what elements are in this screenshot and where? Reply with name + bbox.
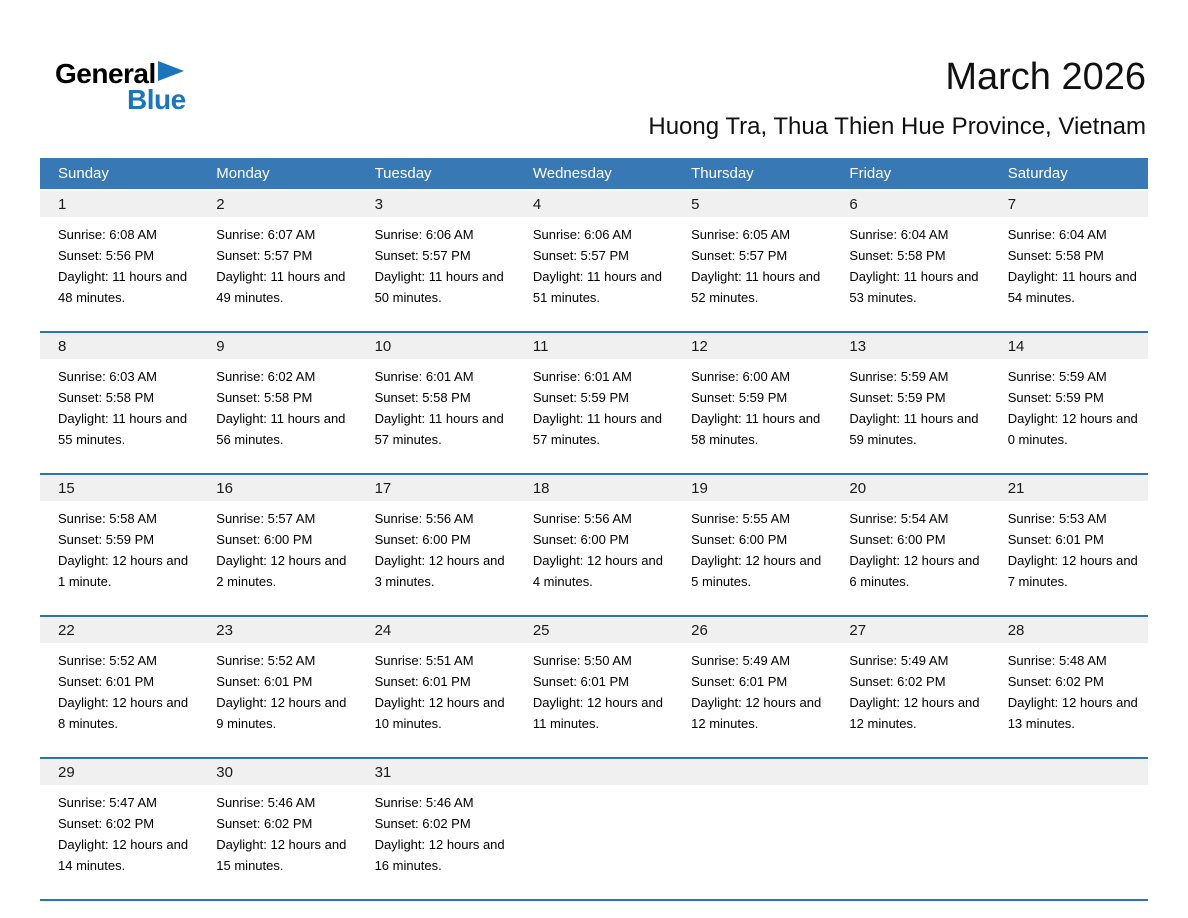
day-details xyxy=(40,785,198,876)
day-number: 18 xyxy=(515,475,673,501)
day-details xyxy=(40,501,198,592)
day-cell-23 xyxy=(198,617,356,757)
day-number: 6 xyxy=(831,191,989,217)
day-details xyxy=(515,643,673,734)
day-details xyxy=(198,785,356,876)
sunrise-text: Sunrise: 5:54 AM xyxy=(849,511,949,526)
day-number: 10 xyxy=(357,333,515,359)
daylight-text: Daylight: 12 hours and 14 minutes. xyxy=(58,837,189,873)
daylight-text: Daylight: 11 hours and 55 minutes. xyxy=(58,411,188,447)
daylight-text: Daylight: 12 hours and 9 minutes. xyxy=(216,695,347,731)
sunset-text: Sunset: 6:02 PM xyxy=(58,816,155,831)
day-details xyxy=(40,359,198,450)
sunrise-text: Sunrise: 5:46 AM xyxy=(216,795,316,810)
sunset-text: Sunset: 5:59 PM xyxy=(1007,390,1104,405)
daylight-text: Daylight: 11 hours and 49 minutes. xyxy=(216,269,346,305)
daylight-text: Daylight: 12 hours and 11 minutes. xyxy=(532,695,663,731)
day-number: 30 xyxy=(198,759,356,785)
sunset-text: Sunset: 5:58 PM xyxy=(849,248,946,263)
sunset-text: Sunset: 5:57 PM xyxy=(216,248,313,263)
day-details xyxy=(198,643,356,734)
sunset-text: Sunset: 6:02 PM xyxy=(849,674,946,689)
day-cell-empty xyxy=(673,759,831,899)
day-cell-3 xyxy=(357,191,515,331)
sunset-text: Sunset: 6:00 PM xyxy=(532,532,629,547)
day-cell-5 xyxy=(673,191,831,331)
sunrise-text: Sunrise: 6:01 AM xyxy=(532,369,632,384)
day-number: 2 xyxy=(198,191,356,217)
day-cell-13 xyxy=(831,333,989,473)
sunset-text: Sunset: 6:00 PM xyxy=(691,532,788,547)
sunrise-text: Sunrise: 5:58 AM xyxy=(58,511,157,526)
sunrise-text: Sunrise: 5:52 AM xyxy=(58,653,157,668)
daylight-text: Daylight: 12 hours and 4 minutes. xyxy=(532,553,663,589)
sunset-text: Sunset: 6:00 PM xyxy=(216,532,313,547)
day-number xyxy=(515,759,673,785)
general-blue-logo xyxy=(55,60,186,114)
day-number: 29 xyxy=(40,759,198,785)
day-cell-12 xyxy=(673,333,831,473)
sunset-text: Sunset: 6:01 PM xyxy=(1007,532,1104,547)
sunrise-text: Sunrise: 5:53 AM xyxy=(1007,511,1107,526)
day-number: 25 xyxy=(515,617,673,643)
sunset-text: Sunset: 6:02 PM xyxy=(374,816,471,831)
sunrise-text: Sunrise: 6:07 AM xyxy=(216,227,316,242)
day-cell-empty xyxy=(515,759,673,899)
day-details xyxy=(198,501,356,592)
day-details xyxy=(357,217,515,308)
day-details xyxy=(673,643,831,734)
daylight-text: Daylight: 12 hours and 8 minutes. xyxy=(58,695,189,731)
day-cell-empty xyxy=(831,759,989,899)
sunrise-text: Sunrise: 6:06 AM xyxy=(374,227,474,242)
day-details xyxy=(673,359,831,450)
day-details xyxy=(198,359,356,450)
weekday-header-monday: Monday xyxy=(216,165,270,182)
day-cell-26 xyxy=(673,617,831,757)
logo-blue-text: Blue xyxy=(127,84,186,115)
sunset-text: Sunset: 5:58 PM xyxy=(216,390,313,405)
day-number: 16 xyxy=(198,475,356,501)
week-row xyxy=(40,191,1148,333)
weekday-header-tuesday: Tuesday xyxy=(374,165,432,182)
day-cell-17 xyxy=(357,475,515,615)
sunrise-text: Sunrise: 6:06 AM xyxy=(532,227,632,242)
sunrise-text: Sunrise: 6:00 AM xyxy=(691,369,791,384)
day-number: 17 xyxy=(357,475,515,501)
day-cell-22 xyxy=(40,617,198,757)
sunrise-text: Sunrise: 5:55 AM xyxy=(691,511,791,526)
day-number xyxy=(673,759,831,785)
weeks-container xyxy=(40,191,1148,901)
sunrise-text: Sunrise: 5:49 AM xyxy=(849,653,949,668)
sunrise-text: Sunrise: 5:50 AM xyxy=(532,653,632,668)
sunrise-text: Sunrise: 5:52 AM xyxy=(216,653,316,668)
sunset-text: Sunset: 5:57 PM xyxy=(532,248,629,263)
header-titles xyxy=(648,56,1146,141)
sunrise-text: Sunrise: 6:08 AM xyxy=(58,227,157,242)
day-cell-7 xyxy=(990,191,1148,331)
day-number xyxy=(990,759,1148,785)
daylight-text: Daylight: 11 hours and 57 minutes. xyxy=(532,411,662,447)
day-number: 20 xyxy=(831,475,989,501)
daylight-text: Daylight: 11 hours and 52 minutes. xyxy=(691,269,821,305)
day-number: 22 xyxy=(40,617,198,643)
sunset-text: Sunset: 6:01 PM xyxy=(532,674,629,689)
daylight-text: Daylight: 11 hours and 54 minutes. xyxy=(1007,269,1137,305)
sunrise-text: Sunrise: 6:05 AM xyxy=(691,227,791,242)
daylight-text: Daylight: 12 hours and 15 minutes. xyxy=(216,837,347,873)
day-details xyxy=(673,217,831,308)
daylight-text: Daylight: 11 hours and 56 minutes. xyxy=(216,411,346,447)
day-cell-18 xyxy=(515,475,673,615)
sunset-text: Sunset: 5:59 PM xyxy=(532,390,629,405)
sunset-text: Sunset: 5:56 PM xyxy=(58,248,155,263)
daylight-text: Daylight: 12 hours and 3 minutes. xyxy=(374,553,505,589)
daylight-text: Daylight: 12 hours and 12 minutes. xyxy=(691,695,822,731)
day-details xyxy=(40,217,198,308)
sunset-text: Sunset: 6:00 PM xyxy=(374,532,471,547)
sunrise-text: Sunrise: 6:03 AM xyxy=(58,369,157,384)
day-details xyxy=(990,359,1148,450)
sunset-text: Sunset: 6:01 PM xyxy=(216,674,313,689)
week-row xyxy=(40,333,1148,475)
weekday-header-saturday: Saturday xyxy=(1007,165,1068,182)
daylight-text: Daylight: 12 hours and 1 minute. xyxy=(58,553,189,589)
day-number: 12 xyxy=(673,333,831,359)
day-cell-6 xyxy=(831,191,989,331)
sunrise-text: Sunrise: 5:47 AM xyxy=(58,795,157,810)
sunset-text: Sunset: 6:02 PM xyxy=(216,816,313,831)
day-cell-21 xyxy=(990,475,1148,615)
day-details xyxy=(357,643,515,734)
day-details xyxy=(357,785,515,876)
sunrise-text: Sunrise: 5:49 AM xyxy=(691,653,791,668)
sunset-text: Sunset: 5:58 PM xyxy=(58,390,155,405)
week-row xyxy=(40,759,1148,901)
sunrise-text: Sunrise: 6:04 AM xyxy=(1007,227,1107,242)
day-details xyxy=(357,359,515,450)
day-number: 24 xyxy=(357,617,515,643)
daylight-text: Daylight: 12 hours and 5 minutes. xyxy=(691,553,822,589)
day-number: 27 xyxy=(831,617,989,643)
week-row xyxy=(40,475,1148,617)
day-number: 8 xyxy=(40,333,198,359)
day-cell-31 xyxy=(357,759,515,899)
day-details xyxy=(515,217,673,308)
day-details xyxy=(990,217,1148,308)
day-cell-11 xyxy=(515,333,673,473)
day-cell-15 xyxy=(40,475,198,615)
day-number: 11 xyxy=(515,333,673,359)
daylight-text: Daylight: 12 hours and 0 minutes. xyxy=(1007,411,1138,447)
day-cell-28 xyxy=(990,617,1148,757)
weekday-header-sunday: Sunday xyxy=(58,165,109,182)
day-number: 5 xyxy=(673,191,831,217)
daylight-text: Daylight: 11 hours and 48 minutes. xyxy=(58,269,188,305)
day-cell-9 xyxy=(198,333,356,473)
day-number: 23 xyxy=(198,617,356,643)
day-cell-19 xyxy=(673,475,831,615)
logo-flag-icon xyxy=(158,61,184,81)
sunset-text: Sunset: 5:59 PM xyxy=(849,390,946,405)
day-number xyxy=(831,759,989,785)
month-title: March 2026 xyxy=(945,56,1146,98)
day-details xyxy=(831,501,989,592)
sunrise-text: Sunrise: 5:56 AM xyxy=(532,511,632,526)
daylight-text: Daylight: 12 hours and 10 minutes. xyxy=(374,695,505,731)
sunrise-text: Sunrise: 6:02 AM xyxy=(216,369,316,384)
sunset-text: Sunset: 6:01 PM xyxy=(374,674,471,689)
sunset-text: Sunset: 5:59 PM xyxy=(691,390,788,405)
day-cell-14 xyxy=(990,333,1148,473)
day-number: 26 xyxy=(673,617,831,643)
day-cell-30 xyxy=(198,759,356,899)
day-details xyxy=(357,501,515,592)
day-cell-4 xyxy=(515,191,673,331)
daylight-text: Daylight: 11 hours and 50 minutes. xyxy=(374,269,504,305)
day-details xyxy=(831,643,989,734)
sunset-text: Sunset: 6:00 PM xyxy=(849,532,946,547)
day-details xyxy=(990,643,1148,734)
sunset-text: Sunset: 6:01 PM xyxy=(691,674,788,689)
sunrise-text: Sunrise: 5:56 AM xyxy=(374,511,474,526)
sunrise-text: Sunrise: 5:59 AM xyxy=(1007,369,1107,384)
sunset-text: Sunset: 6:01 PM xyxy=(58,674,155,689)
sunrise-text: Sunrise: 5:51 AM xyxy=(374,653,474,668)
day-details xyxy=(673,501,831,592)
sunrise-text: Sunrise: 5:57 AM xyxy=(216,511,316,526)
day-cell-8 xyxy=(40,333,198,473)
daylight-text: Daylight: 11 hours and 53 minutes. xyxy=(849,269,979,305)
day-details xyxy=(515,359,673,450)
daylight-text: Daylight: 11 hours and 57 minutes. xyxy=(374,411,504,447)
day-cell-24 xyxy=(357,617,515,757)
daylight-text: Daylight: 11 hours and 51 minutes. xyxy=(532,269,662,305)
daylight-text: Daylight: 11 hours and 58 minutes. xyxy=(691,411,821,447)
day-cell-10 xyxy=(357,333,515,473)
sunrise-text: Sunrise: 5:46 AM xyxy=(374,795,474,810)
weekday-header-thursday: Thursday xyxy=(691,165,754,182)
day-cell-29 xyxy=(40,759,198,899)
week-row xyxy=(40,617,1148,759)
daylight-text: Daylight: 12 hours and 2 minutes. xyxy=(216,553,347,589)
sunset-text: Sunset: 5:58 PM xyxy=(1007,248,1104,263)
day-number: 28 xyxy=(990,617,1148,643)
day-number: 7 xyxy=(990,191,1148,217)
day-cell-27 xyxy=(831,617,989,757)
daylight-text: Daylight: 12 hours and 16 minutes. xyxy=(374,837,505,873)
daylight-text: Daylight: 12 hours and 13 minutes. xyxy=(1007,695,1138,731)
day-number: 19 xyxy=(673,475,831,501)
day-details xyxy=(831,217,989,308)
sunset-text: Sunset: 5:57 PM xyxy=(374,248,471,263)
daylight-text: Daylight: 12 hours and 12 minutes. xyxy=(849,695,980,731)
day-details xyxy=(40,643,198,734)
daylight-text: Daylight: 12 hours and 7 minutes. xyxy=(1007,553,1138,589)
day-cell-25 xyxy=(515,617,673,757)
day-details xyxy=(990,501,1148,592)
daylight-text: Daylight: 11 hours and 59 minutes. xyxy=(849,411,979,447)
day-details xyxy=(198,217,356,308)
day-number: 1 xyxy=(40,191,198,217)
sunrise-text: Sunrise: 5:48 AM xyxy=(1007,653,1107,668)
weekday-header-row xyxy=(40,158,1148,189)
weekday-header-wednesday: Wednesday xyxy=(532,165,612,182)
day-number: 4 xyxy=(515,191,673,217)
day-cell-empty xyxy=(990,759,1148,899)
calendar-table xyxy=(40,158,1148,901)
day-number: 21 xyxy=(990,475,1148,501)
day-details xyxy=(515,501,673,592)
day-number: 31 xyxy=(357,759,515,785)
day-cell-1 xyxy=(40,191,198,331)
sunrise-text: Sunrise: 6:01 AM xyxy=(374,369,474,384)
daylight-text: Daylight: 12 hours and 6 minutes. xyxy=(849,553,980,589)
sunset-text: Sunset: 5:59 PM xyxy=(58,532,155,547)
day-cell-2 xyxy=(198,191,356,331)
day-number: 13 xyxy=(831,333,989,359)
logo-general-label: General xyxy=(55,58,156,89)
day-number: 15 xyxy=(40,475,198,501)
day-number: 3 xyxy=(357,191,515,217)
weekday-header-friday: Friday xyxy=(849,165,892,182)
sunset-text: Sunset: 6:02 PM xyxy=(1007,674,1104,689)
sunset-text: Sunset: 5:58 PM xyxy=(374,390,471,405)
sunset-text: Sunset: 5:57 PM xyxy=(691,248,788,263)
day-number: 14 xyxy=(990,333,1148,359)
day-cell-16 xyxy=(198,475,356,615)
location-subtitle: Huong Tra, Thua Thien Hue Province, Vietnam xyxy=(648,113,1146,140)
day-number: 9 xyxy=(198,333,356,359)
sunrise-text: Sunrise: 6:04 AM xyxy=(849,227,949,242)
sunrise-text: Sunrise: 5:59 AM xyxy=(849,369,949,384)
day-cell-20 xyxy=(831,475,989,615)
day-details xyxy=(831,359,989,450)
